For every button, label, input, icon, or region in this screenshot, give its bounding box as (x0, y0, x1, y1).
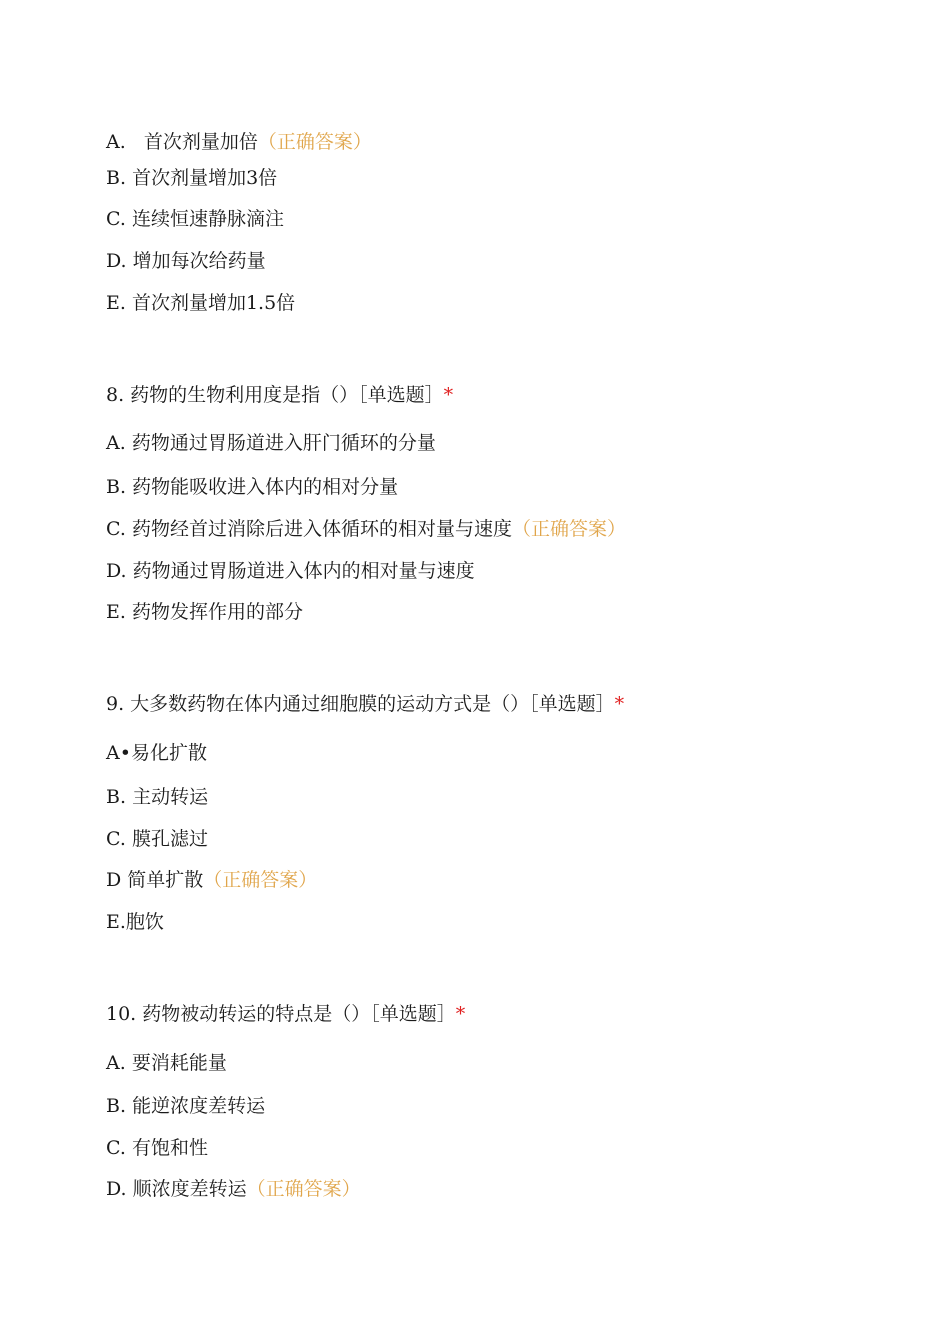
option-label: E. (106, 292, 126, 314)
option-prev-b (106, 165, 277, 191)
option-10-a (106, 1050, 227, 1076)
required-mark: * (443, 384, 454, 406)
option-label: D. (106, 250, 127, 272)
option-label: A. (106, 131, 126, 153)
option-text: 药物通过胃肠道进入肝门循环的分量 (131, 432, 436, 454)
option-label: D (106, 869, 122, 891)
question-text: 10. 药物被动转运的特点是（）［单选题］ (106, 1003, 456, 1025)
option-10-c (106, 1135, 208, 1161)
option-text: 首次剂量增加3倍 (132, 167, 278, 189)
option-label: B. (106, 476, 127, 498)
option-text: 能逆浓度差转运 (132, 1095, 266, 1117)
question-title-10 (106, 1001, 465, 1027)
option-9-d (106, 867, 317, 893)
option-prev-d (106, 248, 266, 274)
option-text: 首次剂量加倍 (143, 131, 258, 153)
option-prev-a (106, 129, 372, 155)
option-label: C. (106, 208, 126, 230)
correct-answer-tag: （正确答案） (511, 518, 626, 540)
option-8-c (106, 516, 626, 542)
option-label: B. (106, 1095, 127, 1117)
option-label: E. (106, 911, 126, 933)
correct-answer-tag: （正确答案） (203, 869, 318, 891)
option-label: A. (106, 1052, 126, 1074)
option-text: 药物能吸收进入体内的相对分量 (132, 476, 399, 498)
option-text: 首次剂量增加1.5倍 (131, 292, 296, 314)
option-text: 易化扩散 (130, 742, 207, 764)
option-text: 膜孔滤过 (131, 828, 208, 850)
option-9-c (106, 826, 208, 852)
correct-answer-tag: （正确答案） (246, 1178, 361, 1200)
option-label: C. (106, 828, 126, 850)
option-text: 胞饮 (125, 911, 164, 933)
option-10-d (106, 1176, 361, 1202)
option-text: 药物经首过消除后进入体循环的相对量与速度 (131, 518, 512, 540)
option-9-a (106, 740, 207, 766)
option-text: 药物通过胃肠道进入体内的相对量与速度 (132, 560, 475, 582)
option-label: B. (106, 786, 127, 808)
option-label: C. (106, 518, 126, 540)
option-text: 药物发挥作用的部分 (131, 601, 303, 623)
option-prev-e (106, 290, 295, 316)
option-label: A• (106, 742, 131, 764)
option-text: 连续恒速静脉滴注 (131, 208, 284, 230)
option-label: A. (106, 432, 126, 454)
question-text: 9. 大多数药物在体内通过细胞膜的运动方式是（）［单选题］ (106, 693, 615, 715)
option-text: 主动转运 (132, 786, 209, 808)
option-8-b (106, 474, 398, 500)
option-text: 要消耗能量 (131, 1052, 227, 1074)
question-title-8 (106, 382, 453, 408)
option-label: B. (106, 167, 127, 189)
option-9-b (106, 784, 208, 810)
question-title-9 (106, 691, 624, 717)
option-8-d (106, 558, 475, 584)
option-text: 顺浓度差转运 (132, 1178, 247, 1200)
option-label: C. (106, 1137, 126, 1159)
required-mark: * (455, 1003, 466, 1025)
required-mark: * (614, 693, 625, 715)
option-prev-c (106, 206, 284, 232)
option-8-a (106, 430, 436, 456)
option-text: 增加每次给药量 (132, 250, 266, 272)
option-label: E. (106, 601, 126, 623)
option-10-b (106, 1093, 265, 1119)
correct-answer-tag: （正确答案） (257, 131, 372, 153)
option-text: 有饱和性 (131, 1137, 208, 1159)
question-text: 8. 药物的生物利用度是指（）［单选题］ (106, 384, 444, 406)
option-8-e (106, 599, 303, 625)
option-label: D. (106, 560, 127, 582)
option-text: 简单扩散 (127, 869, 204, 891)
option-label: D. (106, 1178, 127, 1200)
option-9-e (106, 909, 164, 935)
